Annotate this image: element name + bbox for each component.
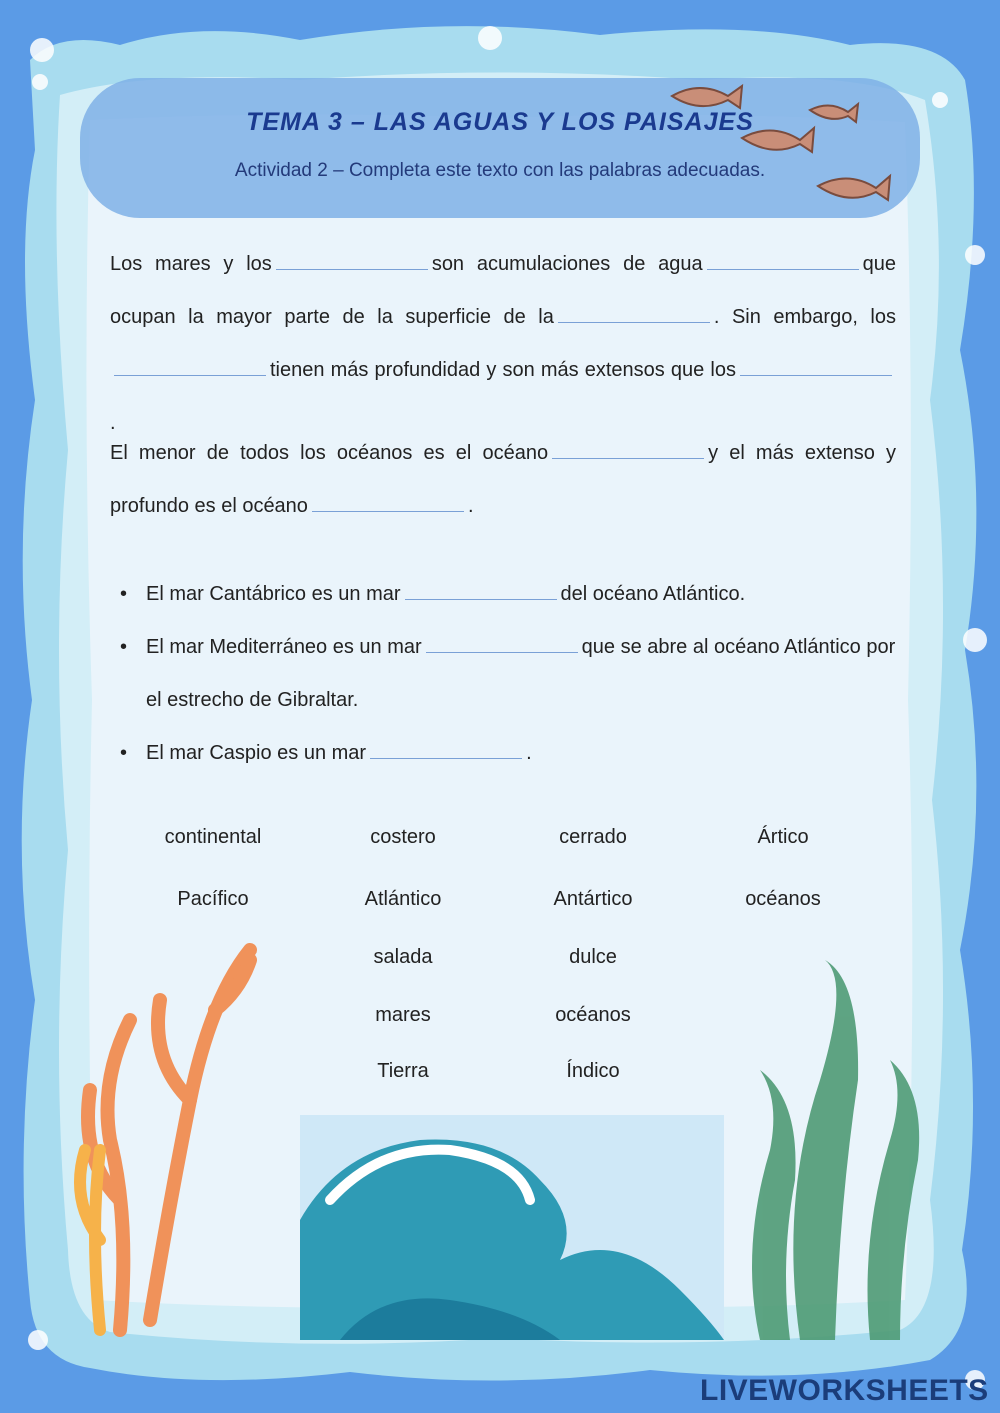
word-bank-item: Antártico (553, 888, 633, 910)
word-bank-item: Atlántico (364, 888, 442, 910)
p1-segment-6: . (110, 412, 116, 434)
p2-segment-3: . (467, 495, 474, 517)
bullet-item (110, 568, 896, 621)
word-bank-item: salada (373, 946, 433, 968)
word-bank-item: océanos (745, 888, 821, 910)
paragraph-1 (110, 238, 896, 450)
liveworksheets-logo: LIVEWORKSHEETS (700, 1374, 989, 1407)
word-bank-item: mares (375, 1004, 431, 1026)
p1-segment-5: tienen más profundidad y son más extensos que los (270, 359, 736, 381)
word-bank-item: Índico (566, 1060, 620, 1082)
answer-blank-7[interactable] (312, 491, 464, 512)
p1-segment-2: son acumulaciones de agua (431, 253, 703, 275)
bullet-list (110, 568, 896, 780)
word-bank-item: dulce (569, 946, 617, 968)
word-bank-item: océanos (555, 1004, 631, 1026)
paragraph-2 (110, 427, 896, 533)
bullet-item (110, 727, 896, 780)
word-bank-item: continental (164, 826, 262, 848)
bullet-text-before: El mar Cantábrico es un mar (146, 583, 401, 605)
answer-blank-5[interactable] (740, 355, 892, 376)
bullet-text-before: El mar Caspio es un mar (146, 742, 367, 764)
answer-blank-6[interactable] (552, 438, 704, 459)
p2-segment-1: El menor de todos los océanos es el océano (110, 442, 549, 464)
p2-segment-2: y el más extenso y profundo es el océano (110, 442, 896, 517)
p1-segment-1: Los mares y los (110, 253, 272, 275)
word-bank-item: Pacífico (177, 888, 249, 910)
p1-segment-4: . Sin embargo, los (713, 306, 896, 328)
bullet-text-after: . (526, 742, 532, 764)
word-bank-item: Tierra (377, 1060, 429, 1082)
activity-instructions: Actividad 2 – Completa este texto con las palabras adecuadas. (234, 160, 766, 181)
word-bank-item: costero (370, 826, 436, 848)
page-title: TEMA 3 – LAS AGUAS Y LOS PAISAJES (246, 108, 754, 136)
answer-blank-4[interactable] (114, 355, 266, 376)
answer-blank-2[interactable] (707, 249, 859, 270)
answer-blank-10[interactable] (370, 738, 522, 759)
answer-blank-9[interactable] (426, 632, 578, 653)
answer-blank-3[interactable] (558, 302, 710, 323)
bullet-text-after: que se abre al océano Atlántico por el estrecho de Gibraltar. (146, 636, 896, 711)
bullet-text-before: El mar Mediterráneo es un mar (146, 636, 422, 658)
answer-blank-1[interactable] (276, 249, 428, 270)
bullet-item (110, 621, 896, 727)
bullet-text-after: del océano Atlántico. (560, 583, 746, 605)
word-bank-item: Ártico (757, 826, 809, 848)
p1-segment-3: que ocupan la mayor parte de la superficie de la (110, 253, 896, 328)
word-bank-item: cerrado (559, 826, 627, 848)
answer-blank-8[interactable] (405, 579, 557, 600)
